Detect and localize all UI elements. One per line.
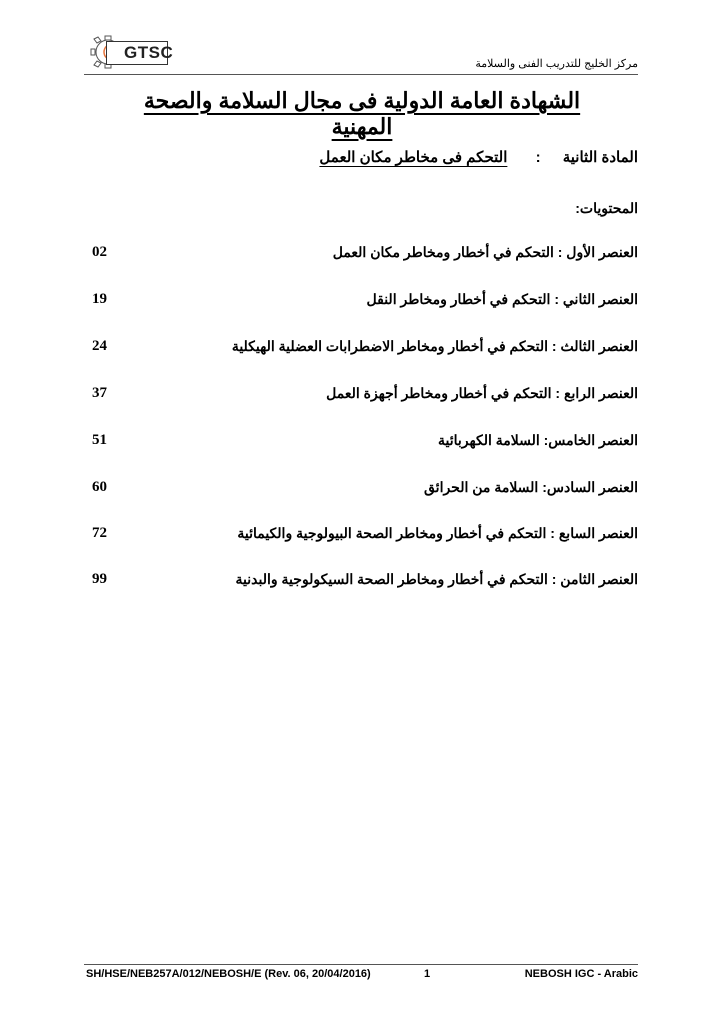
toc-entry-text: العنصر الرابع : التحكم في أخطار ومخاطر أجهزة العمل	[326, 385, 638, 401]
footer-course: NEBOSH IGC - Arabic	[524, 968, 638, 980]
subject-label: المادة الثانية	[562, 149, 638, 166]
toc-row	[86, 291, 638, 313]
subject-line	[319, 148, 638, 166]
toc-entry-text: العنصر الثاني : التحكم في أخطار ومخاطر النقل	[366, 291, 638, 307]
toc-page-number: 24	[92, 338, 107, 354]
contents-heading: المحتويات:	[575, 200, 638, 216]
gtsc-logo	[88, 33, 174, 67]
toc-entry-text: العنصر الخامس: السلامة الكهربائية	[438, 432, 638, 448]
document-title: الشهادة العامة الدولية فى مجال السلامة والصحة المهنية	[143, 88, 581, 139]
toc-page-number: 02	[92, 244, 107, 260]
footer-page-number: 1	[424, 968, 431, 980]
toc-row	[86, 432, 638, 454]
logo-text: GTSC	[124, 43, 174, 62]
subject-value: التحكم فى مخاطر مكان العمل	[319, 149, 508, 166]
toc-entry-text: العنصر الثامن : التحكم في أخطار ومخاطر الصحة السيكولوجية والبدنية	[235, 571, 638, 587]
toc-row	[86, 571, 638, 593]
toc-entry-text: العنصر السابع : التحكم في أخطار ومخاطر الصحة البيولوجية والكيمائية	[237, 525, 638, 541]
toc-entry-text: العنصر السادس: السلامة من الحرائق	[424, 479, 638, 495]
toc-page-number: 72	[92, 525, 107, 541]
footer-doc-ref: SH/HSE/NEB257A/012/NEBOSH/E (Rev. 06, 20/04/2016)	[86, 968, 371, 980]
toc-page-number: 60	[92, 479, 107, 495]
toc-row	[86, 338, 638, 360]
toc-row	[86, 525, 638, 547]
toc-page-number: 37	[92, 385, 107, 401]
toc-page-number: 51	[92, 432, 107, 448]
toc-entry-text: العنصر الأول : التحكم في أخطار ومخاطر مكان العمل	[332, 244, 638, 260]
subject-colon: :	[535, 149, 541, 166]
toc-row	[86, 385, 638, 407]
toc-row	[86, 479, 638, 501]
toc-page-number: 99	[92, 571, 107, 587]
toc-page-number: 19	[92, 291, 107, 307]
toc-entry-text: العنصر الثالث : التحكم في أخطار ومخاطر الاضطرابات العضلية الهيكلية	[231, 338, 638, 354]
header-organization: مركز الخليج للتدريب الفنى والسلامة	[475, 58, 638, 70]
toc-row	[86, 244, 638, 266]
footer-divider	[84, 964, 638, 965]
header-divider	[84, 74, 638, 75]
